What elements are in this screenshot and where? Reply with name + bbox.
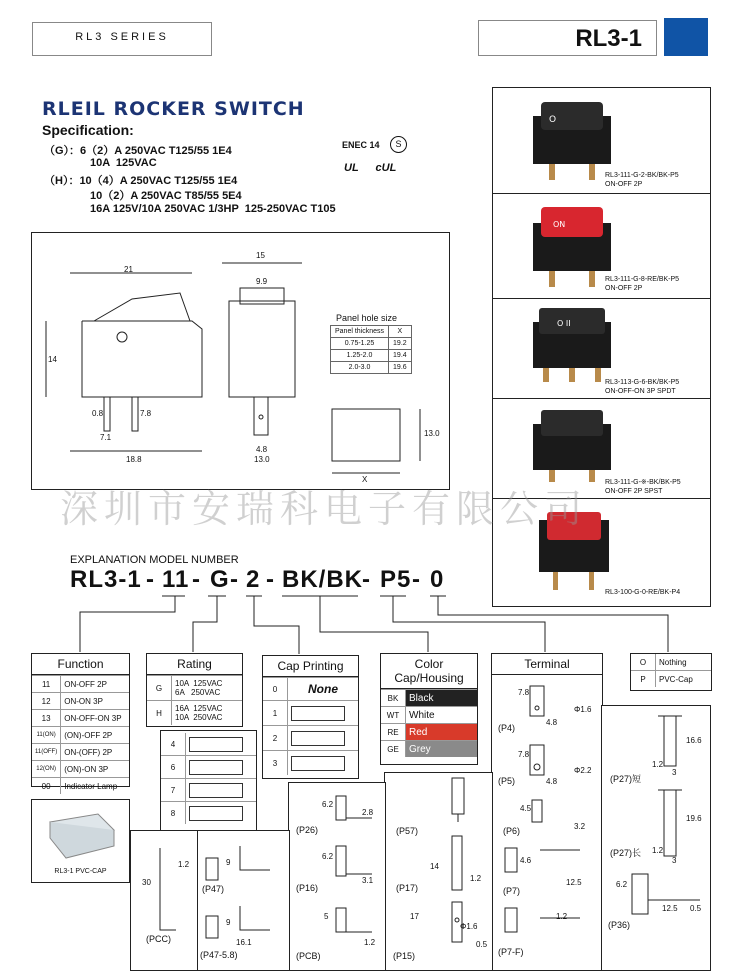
function-desc: ON-OFF 2P <box>61 676 129 693</box>
cap-extra-options <box>161 733 256 824</box>
color-swatch-white: White <box>406 707 478 724</box>
pvc-cap-box <box>31 799 130 883</box>
spec-line-1: （G）：6（2）A 250VAC T125/55 1E4 <box>44 145 232 157</box>
dim-18-8: 18.8 <box>126 455 142 464</box>
terminal-label: (P36) <box>608 920 631 930</box>
model-sep: - <box>146 566 155 593</box>
terminal-dim: 14 <box>430 862 439 871</box>
explanation-label: EXPLANATION MODEL NUMBER <box>70 554 239 566</box>
rating-desc: 10A 125VAC 6A 250VAC <box>172 676 243 701</box>
terminal-box-pcc <box>130 830 198 971</box>
color-code: WT <box>381 707 406 724</box>
cap-code: 6 <box>161 756 186 779</box>
model-part-cap: 2 <box>246 566 261 593</box>
model-label: RL3-1 <box>575 25 642 52</box>
function-code: 12 <box>32 693 61 710</box>
color-title: Color Cap/Housing <box>381 654 477 689</box>
terminal-dim: 6.2 <box>322 852 334 861</box>
pvc-cap-icon <box>42 808 120 862</box>
svg-text:ON: ON <box>553 220 566 229</box>
panel-cell: 1.25-2.0 <box>331 350 389 362</box>
spec-line-5: 16A 125V/10A 250VAC 1/3HP 125-250VAC T105 <box>90 203 336 215</box>
terminal-label: (P4) <box>498 723 516 733</box>
terminal-dim: Φ1.6 <box>574 705 592 714</box>
terminal-dim: 1.2 <box>556 912 568 921</box>
terminal-dim: 7.8 <box>518 750 530 759</box>
terminal-dim: 16.1 <box>236 938 252 947</box>
function-desc: (ON)-OFF 2P <box>61 727 129 744</box>
terminal-label: (P47) <box>202 884 225 894</box>
dim-0-8: 0.8 <box>92 409 104 418</box>
panel-head-x: X <box>389 326 412 338</box>
function-code: 12(ON) <box>32 761 61 778</box>
model-label-box <box>478 20 657 56</box>
terminal-dim: 3 <box>672 856 677 865</box>
terminal-dim: 0.5 <box>476 940 488 949</box>
cap-code: 1 <box>263 701 288 726</box>
cap-code: 0 <box>263 678 288 701</box>
model-sep: - <box>192 566 201 593</box>
panel-cell: 19.6 <box>389 362 412 374</box>
panel-cell: 19.4 <box>389 350 412 362</box>
terminal-dim: 6.2 <box>322 800 334 809</box>
pvc-cap-caption: RL3-1 PVC-CAP <box>54 868 107 875</box>
terminal-label: (P27)短 <box>610 774 642 784</box>
model-part-rating: G <box>210 566 230 593</box>
series-label-box <box>32 22 212 56</box>
photo-caption-4: RL3-111-G-※-BK/BK-P5 ON-OFF 2P SPST <box>605 479 681 495</box>
panel-cell: 2.0-3.0 <box>331 362 389 374</box>
terminal-label: (P5) <box>498 776 516 786</box>
dim-14: 14 <box>48 355 57 364</box>
function-desc: ON-ON 3P <box>61 693 129 710</box>
terminal-dim: 2.8 <box>362 808 374 817</box>
cap-code: 4 <box>161 733 186 756</box>
color-swatch-black: Black <box>406 690 478 707</box>
model-part-function: 11 <box>162 566 190 593</box>
terminal-dim: Φ2.2 <box>574 766 592 775</box>
photo-caption-3: RL3-113-G-6-BK/BK-P5 ON-OFF-ON 3P SPDT <box>605 379 680 395</box>
cap-symbol-dot-icon <box>291 706 345 721</box>
cap-printing-table <box>262 655 359 779</box>
terminal-dim: 4.5 <box>520 804 532 813</box>
terminal-label: (P16) <box>296 883 319 893</box>
panel-cell: 0.75-1.25 <box>331 338 389 350</box>
color-options <box>381 689 477 757</box>
spec-line-2: 10A 125VAC <box>90 157 157 169</box>
product-photo-3 <box>493 298 710 399</box>
rating-options <box>147 675 242 725</box>
accessory-desc: PVC-Cap <box>656 671 712 688</box>
cap-none: None <box>288 678 359 701</box>
product-photo-2 <box>493 193 710 299</box>
rating-code: G <box>147 676 172 701</box>
terminal-title: Terminal <box>492 654 602 675</box>
function-desc: ON-OFF-ON 3P <box>61 710 129 727</box>
accessory-code: O <box>631 654 656 671</box>
spec-heading: Specification: <box>42 122 134 138</box>
watermark: 深圳市安瑞科电子有限公司 <box>60 487 589 531</box>
terminal-label: (PCC) <box>146 934 171 944</box>
cap-code: 8 <box>161 802 186 825</box>
svg-text:O II: O II <box>557 319 571 328</box>
accessory-code: P <box>631 671 656 688</box>
dim-hole-height: 13.0 <box>424 429 440 438</box>
terminal-label: (P47-5.8) <box>200 950 238 960</box>
brand-square <box>664 18 708 56</box>
photo-caption-2: RL3-111-G-8-RE/BK-P5 ON-OFF 2P <box>605 276 680 292</box>
terminal-label: (P27)长 <box>610 848 642 858</box>
terminal-label: (PCB) <box>296 951 321 961</box>
photo-caption-5: RL3-100-G-0-RE/BK-P4 <box>605 589 681 596</box>
terminal-dim: 7.8 <box>518 688 530 697</box>
terminal-dim: 19.6 <box>686 814 702 823</box>
function-code: 11 <box>32 676 61 693</box>
panel-cell: 19.2 <box>389 338 412 350</box>
terminal-dim: 4.8 <box>546 718 558 727</box>
terminal-label: (P17) <box>396 883 419 893</box>
color-code: BK <box>381 690 406 707</box>
dim-4-8: 4.8 <box>256 445 268 454</box>
dim-13-0: 13.0 <box>254 455 270 464</box>
terminal-dim: 1.2 <box>652 760 664 769</box>
cap-symbol-dash-equal-icon <box>189 737 243 752</box>
ul-mark-icon: UL cUL <box>344 162 397 174</box>
function-code: 13 <box>32 710 61 727</box>
function-options <box>32 675 129 794</box>
terminal-label: (P15) <box>393 951 416 961</box>
cap-symbol-o-bar-icon <box>291 756 345 771</box>
dim-15: 15 <box>256 251 265 260</box>
rocker-switch-spst-icon <box>523 404 623 484</box>
spec-line-4: 10（2）A 250VAC T85/55 5E4 <box>90 190 242 202</box>
terminal-dim: 3 <box>672 768 677 777</box>
terminal-dim: 12.5 <box>662 904 678 913</box>
terminal-dim: 12.5 <box>566 878 582 887</box>
series-label: RL3 SERIES <box>75 31 169 43</box>
function-desc: ON-(OFF) 2P <box>61 744 129 761</box>
terminal-dim: 1.2 <box>470 874 482 883</box>
terminal-dim: 0.5 <box>690 904 702 913</box>
rating-table <box>146 653 243 727</box>
accessory-table <box>630 653 712 691</box>
s-mark-icon: S <box>390 136 407 153</box>
color-swatch-red: Red <box>406 724 478 741</box>
terminal-label: (P6) <box>503 826 521 836</box>
svg-text:O: O <box>549 115 557 125</box>
cap-title: Cap Printing <box>263 656 358 677</box>
terminal-label: (P7-F) <box>498 947 524 957</box>
terminal-dim: 3.1 <box>362 876 374 885</box>
terminal-label: (P57) <box>396 826 419 836</box>
cap-code: 7 <box>161 779 186 802</box>
function-code: 00 <box>32 778 61 795</box>
accessory-options <box>631 654 711 687</box>
color-table <box>380 653 478 765</box>
rating-desc: 16A 125VAC 10A 250VAC <box>172 701 243 726</box>
color-code: GE <box>381 741 406 758</box>
function-desc: Indicator Lamp <box>61 778 129 795</box>
cap-symbol-i-o-ii-icon <box>189 760 243 775</box>
terminal-label: (P26) <box>296 825 319 835</box>
terminal-dim: 1.2 <box>364 938 376 947</box>
color-swatch-grey: Grey <box>406 741 478 758</box>
spec-line-3: （H）：10（4）A 250VAC T125/55 1E4 <box>44 175 238 187</box>
rating-title: Rating <box>147 654 242 675</box>
terminal-label: (P7) <box>503 886 521 896</box>
dim-21: 21 <box>124 265 133 274</box>
terminal-dim: 9 <box>226 858 231 867</box>
cap-symbol-dash-o-equal-icon <box>189 783 243 798</box>
accessory-desc: Nothing <box>659 657 687 667</box>
product-photo-1 <box>493 88 710 194</box>
cap-printing-extra <box>160 730 257 832</box>
rating-code: H <box>147 701 172 726</box>
terminal-dim: 1.2 <box>178 860 190 869</box>
model-part-series: RL3-1 <box>70 566 142 593</box>
page-title: RLEIL ROCKER SWITCH <box>42 98 305 120</box>
cap-code: 2 <box>263 726 288 751</box>
color-code: RE <box>381 724 406 741</box>
terminal-dim: 16.6 <box>686 736 702 745</box>
model-sep: - <box>362 566 371 593</box>
function-code: 11(ON) <box>32 727 61 744</box>
rocker-switch-3p-icon <box>523 304 623 384</box>
cap-options <box>263 677 358 775</box>
dim-hole-x: X <box>362 475 368 484</box>
photo-caption-1: RL3-111-G-2-BK/BK-P5 ON-OFF 2P <box>605 172 679 188</box>
terminal-dim: 4.6 <box>520 856 532 865</box>
terminal-table <box>491 653 603 971</box>
terminal-dim: 4.8 <box>546 777 558 786</box>
function-title: Function <box>32 654 129 675</box>
dim-7-1: 7.1 <box>100 433 112 442</box>
dim-7-8: 7.8 <box>140 409 152 418</box>
panel-hole-title: Panel hole size <box>336 313 398 323</box>
function-desc: (ON)-ON 3P <box>61 761 129 778</box>
function-code: 11(OFF) <box>32 744 61 761</box>
dim-9-9: 9.9 <box>256 277 268 286</box>
terminal-dim: 17 <box>410 912 419 921</box>
terminal-dim: Φ1.6 <box>460 922 478 931</box>
panel-head-thickness: Panel thickness <box>331 326 389 338</box>
function-table <box>31 653 130 791</box>
model-sep: - <box>412 566 421 593</box>
terminal-dim: 9 <box>226 918 231 927</box>
cap-symbol-o-dash-icon <box>291 731 345 746</box>
model-sep: - <box>230 566 239 593</box>
model-part-accessory: 0 <box>430 566 445 593</box>
model-part-terminal: P5 <box>380 566 412 593</box>
cap-code: 3 <box>263 751 288 776</box>
terminal-dim: 1.2 <box>652 846 664 855</box>
model-part-color: BK/BK <box>282 566 363 593</box>
dimension-drawing <box>31 232 450 490</box>
cap-symbol-on-off-icon <box>189 806 243 821</box>
terminal-dim: 6.2 <box>616 880 628 889</box>
terminal-dim: 3.2 <box>574 822 586 831</box>
enec-mark-icon: ENEC 14 <box>342 140 380 150</box>
terminal-dim: 30 <box>142 878 151 887</box>
terminal-dim: 5 <box>324 912 329 921</box>
model-sep: - <box>266 566 275 593</box>
panel-hole-table <box>330 325 412 374</box>
